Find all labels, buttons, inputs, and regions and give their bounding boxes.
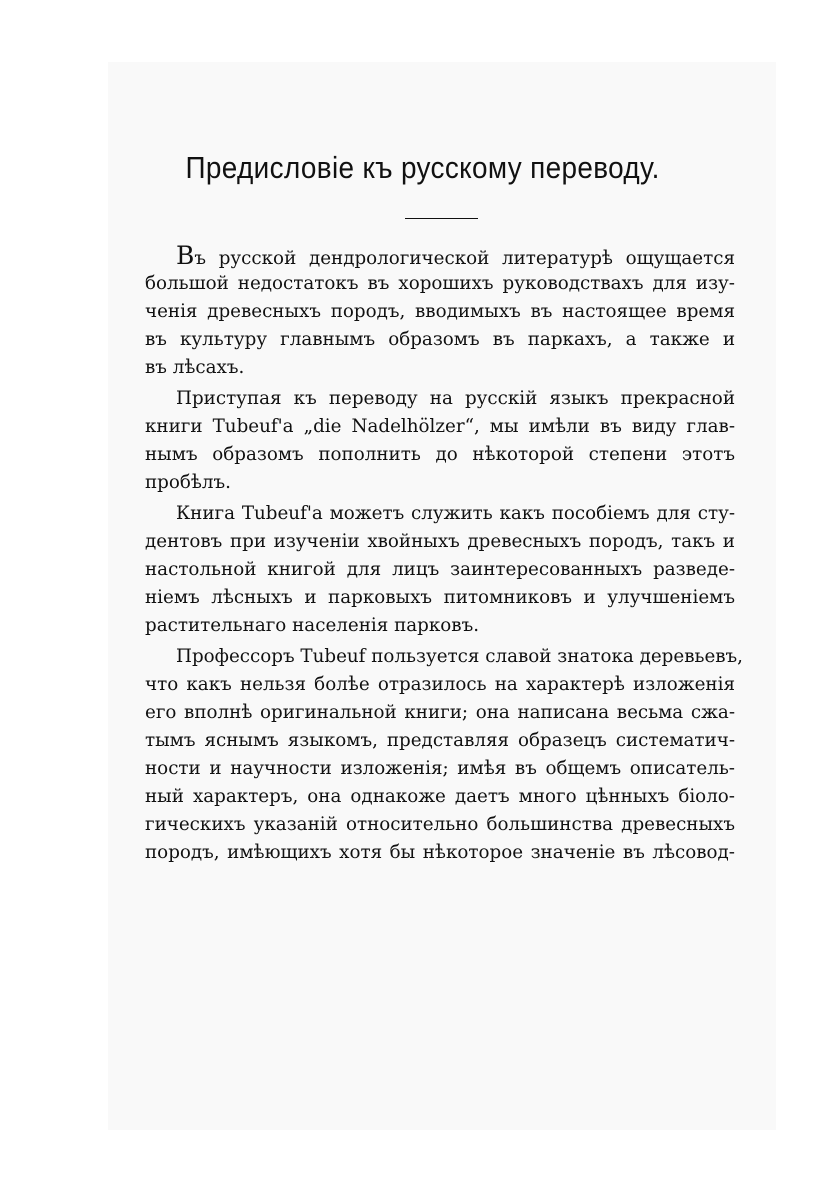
- text-line: растительнаго населенія парковъ.: [145, 615, 480, 636]
- text-line: въ культуру главнымъ образомъ въ паркахъ, а также и: [145, 329, 735, 350]
- page-title: Предисловіе къ русскому переводу.: [185, 150, 660, 185]
- text-line: нымъ образомъ пополнить до нѣкоторой степени этотъ: [145, 444, 735, 465]
- initial-letter: В: [176, 241, 195, 270]
- text-line: ный характеръ, она однакоже даетъ много цѣнныхъ біоло-: [145, 786, 735, 807]
- text-line: въ лѣсахъ.: [145, 357, 245, 378]
- text-line: пробѣлъ.: [145, 472, 231, 493]
- text-line: дентовъ при изученіи хвойныхъ древесныхъ породъ, такъ и: [145, 531, 735, 552]
- text-line: гическихъ указаній относительно большинства древесныхъ: [145, 814, 735, 835]
- text-line: породъ, имѣющихъ хотя бы нѣкоторое значеніе въ лѣсовод-: [145, 842, 735, 863]
- text-line: большой недостатокъ въ хорошихъ руководствахъ для изу-: [145, 273, 735, 294]
- text-line: что какъ нельзя болѣе отразилось на характерѣ изложенія: [145, 674, 735, 695]
- text-line: Профессоръ Tubeuf пользуется славой знатока деревьевъ,: [176, 646, 743, 667]
- paragraph-3: [145, 500, 735, 640]
- text-line: [145, 242, 735, 270]
- paragraph-1: [145, 242, 735, 382]
- text-line-content: ъ русской дендрологической литературѣ ощущается: [194, 248, 735, 269]
- paragraph-2: [145, 385, 735, 497]
- text-line: ченія древесныхъ породъ, вводимыхъ въ настоящее время: [145, 301, 735, 322]
- body-text: [145, 241, 743, 867]
- paragraph-4: [145, 643, 743, 867]
- title-divider: [405, 218, 478, 219]
- text-line: ности и научности изложенія; имѣя въ общемъ описатель-: [145, 758, 735, 779]
- text-line: книги Tubeuf'a „die Nadelhölzer“, мы имѣли въ виду глав-: [145, 416, 735, 437]
- text-line: настольной книгой для лицъ заинтересованныхъ разведе-: [145, 559, 735, 580]
- text-line: ніемъ лѣсныхъ и парковыхъ питомниковъ и улучшеніемъ: [145, 587, 735, 608]
- text-line: тымъ яснымъ языкомъ, представляя образецъ систематич-: [145, 730, 735, 751]
- text-line: Приступая къ переводу на русскій языкъ прекрасной: [176, 388, 735, 409]
- text-line: Книга Tubeuf'a можетъ служить какъ пособіемъ для сту-: [176, 503, 735, 524]
- text-line: его вполнѣ оригинальной книги; она написана весьма сжа-: [145, 702, 735, 723]
